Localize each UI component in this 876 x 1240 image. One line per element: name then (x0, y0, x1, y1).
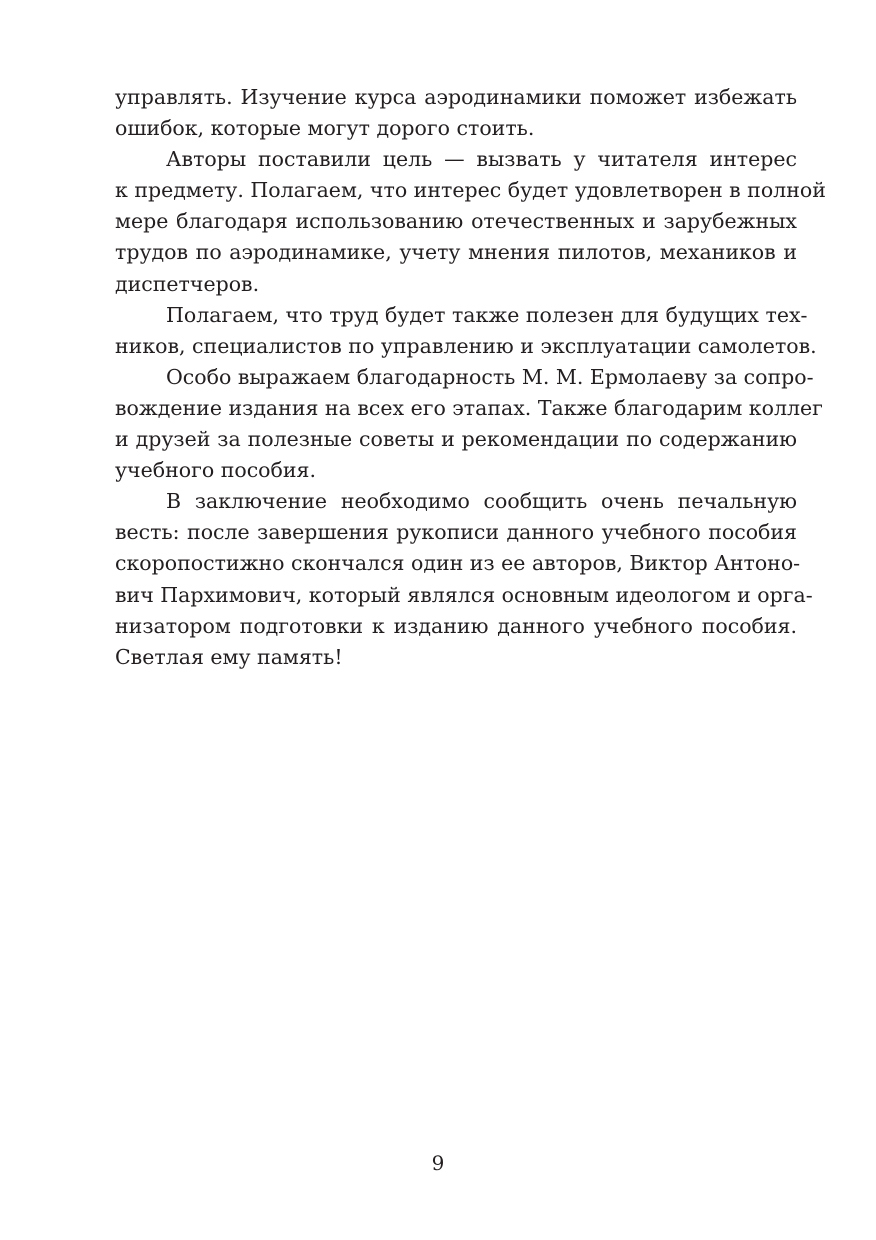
text-line: Особо выражаем благодарность М. М. Ермолаеву за сопро- (166, 364, 814, 389)
text-line: вич Пархимович, который являлся основным идеологом и орга- (115, 582, 813, 607)
text-line: низатором подготовки к изданию данного учебного пособия. (115, 613, 797, 638)
text-line: весть: после завершения рукописи данного учебного пособия (115, 520, 797, 545)
page-number: 9 (431, 1151, 445, 1175)
paragraph-3 (115, 300, 817, 362)
text-line: и друзей за полезные советы и рекомендации по содержанию (115, 427, 797, 452)
text-line: управлять. Изучение курса аэродинамики поможет избежать (115, 85, 797, 109)
paragraph-1 (115, 82, 797, 144)
text-line: скоропостижно скончался один из ее авторов, Виктор Антоно- (115, 551, 801, 576)
text-line: учебного пособия. (115, 458, 316, 483)
paragraph-4 (115, 362, 823, 486)
paragraph-5 (115, 486, 813, 673)
body-text (115, 82, 826, 673)
text-line: трудов по аэродинамике, учету мнения пилотов, механиков и (115, 240, 797, 265)
text-line: ошибок, которые могут дорого стоить. (115, 116, 535, 141)
text-line: к предмету. Полагаем, что интерес будет удовлетворен в полной (115, 178, 826, 203)
text-line: Полагаем, что труд будет также полезен для будущих тех- (166, 302, 808, 327)
text-line: Светлая ему память! (115, 644, 343, 669)
text-line: ников, специалистов по управлению и эксплуатации самолетов. (115, 333, 817, 358)
text-line: Авторы поставили цель — вызвать у читателя интерес (166, 147, 797, 172)
text-line: диспетчеров. (115, 271, 260, 296)
text-line: вождение издания на всех его этапах. Также благодарим коллег (115, 395, 823, 420)
text-line: В заключение необходимо сообщить очень печальную (166, 489, 797, 514)
paragraph-2 (115, 144, 826, 299)
text-line: мере благодаря использованию отечественных и зарубежных (115, 209, 797, 234)
